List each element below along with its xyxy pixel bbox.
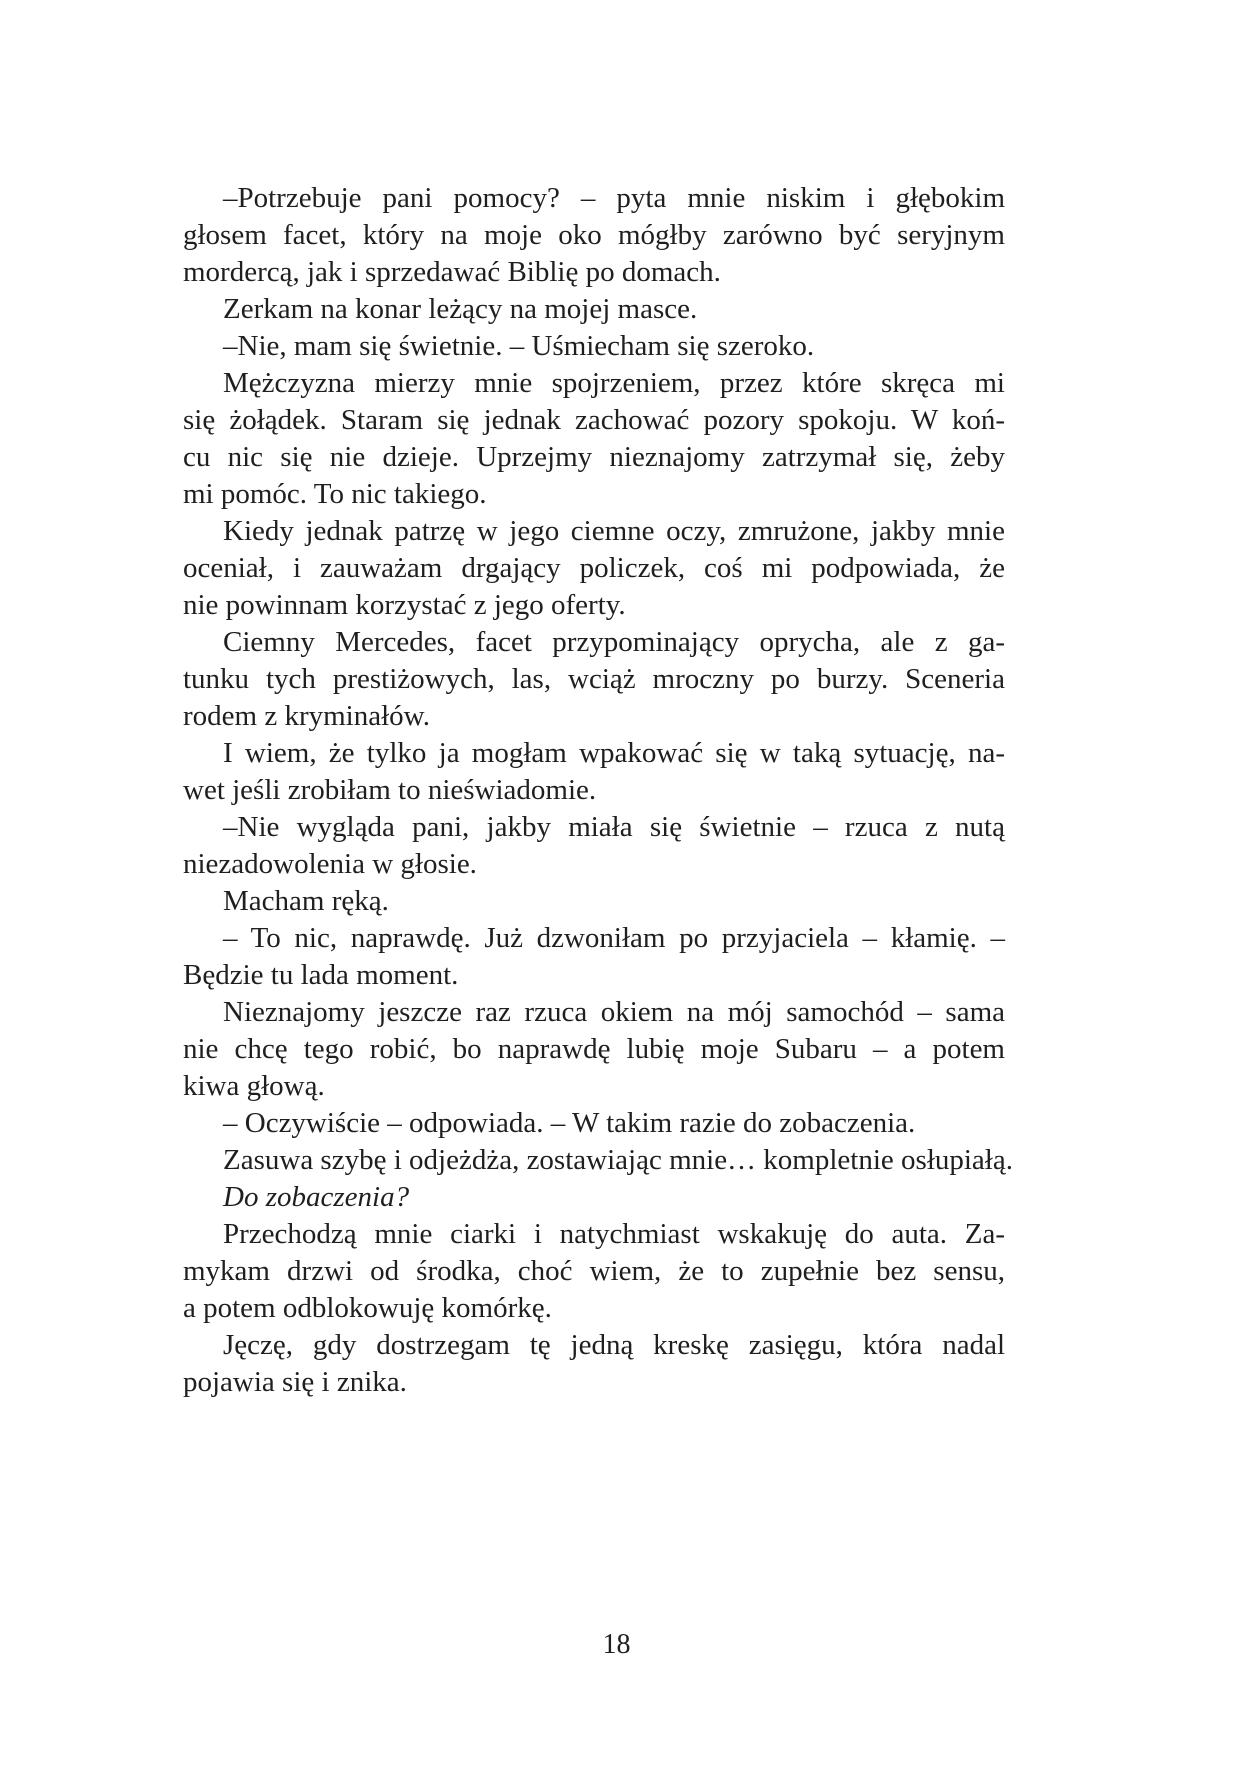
- text-line: wet jeśli zrobiłam to nieświadomie.: [183, 774, 597, 806]
- text-line: głosem facet, który na moje oko mógłby zarówno być seryjnym: [183, 219, 1005, 251]
- text-line: – To nic, naprawdę. Już dzwoniłam po przyjaciela – kłamię. –: [223, 922, 1005, 954]
- text-line: oceniał, i zauważam drgający policzek, coś mi podpowiada, że: [183, 552, 1005, 584]
- text-line: cu nic się nie dzieje. Uprzejmy nieznajomy zatrzymał się, żeby: [183, 441, 1005, 473]
- text-line: kiwa głową.: [183, 1070, 325, 1102]
- text-line: Jęczę, gdy dostrzegam tę jedną kreskę zasięgu, która nadal: [223, 1329, 1005, 1361]
- text-line: Przechodzą mnie ciarki i natychmiast wskakuję do auta. Za-: [223, 1218, 1005, 1250]
- text-line: Będzie tu lada moment.: [183, 959, 459, 991]
- text-line: niezadowolenia w głosie.: [183, 848, 477, 880]
- text-line: Mężczyzna mierzy mnie spojrzeniem, przez które skręca mi: [223, 367, 1005, 399]
- text-line: tunku tych prestiżowych, las, wciąż mroczny po burzy. Sceneria: [183, 663, 1005, 695]
- text-line: a potem odblokowuję komórkę.: [183, 1292, 552, 1324]
- text-line: Zasuwa szybę i odjeżdża, zostawiając mnie… kompletnie osłupiałą.: [223, 1144, 1013, 1176]
- text-line: I wiem, że tylko ja mogłam wpakować się w taką sytuację, na-: [223, 737, 1005, 769]
- text-line: nie powinnam korzystać z jego oferty.: [183, 589, 626, 621]
- text-line: Nieznajomy jeszcze raz rzuca okiem na mój samochód – sama: [223, 996, 1005, 1028]
- text-line: Do zobaczenia?: [223, 1181, 410, 1213]
- text-line: mi pomóc. To nic takiego.: [183, 478, 487, 510]
- text-line: nie chcę tego robić, bo naprawdę lubię moje Subaru – a potem: [183, 1033, 1005, 1065]
- text-line: pojawia się i znika.: [183, 1366, 407, 1398]
- text-line: się żołądek. Staram się jednak zachować pozory spokoju. W koń-: [183, 404, 1005, 436]
- text-line: Ciemny Mercedes, facet przypominający oprycha, ale z ga-: [223, 626, 1005, 658]
- text-line: – Oczywiście – odpowiada. – W takim razie do zobaczenia.: [223, 1107, 916, 1139]
- text-line: –Potrzebuje pani pomocy? – pyta mnie niskim i głębokim: [223, 182, 1005, 214]
- text-line: Kiedy jednak patrzę w jego ciemne oczy, zmrużone, jakby mnie: [223, 515, 1005, 547]
- text-line: –Nie, mam się świetnie. – Uśmiecham się szeroko.: [223, 330, 815, 362]
- text-line: rodem z kryminałów.: [183, 700, 430, 732]
- text-line: Zerkam na konar leżący na mojej masce.: [223, 293, 698, 325]
- text-line: mykam drzwi od środka, choć wiem, że to zupełnie bez sensu,: [183, 1255, 1005, 1287]
- text-line: –Nie wygląda pani, jakby miała się świetnie – rzuca z nutą: [223, 811, 1005, 843]
- text-line: mordercą, jak i sprzedawać Biblię po domach.: [183, 256, 721, 288]
- page-number: 18: [602, 1629, 631, 1660]
- text-line: Macham ręką.: [223, 885, 389, 917]
